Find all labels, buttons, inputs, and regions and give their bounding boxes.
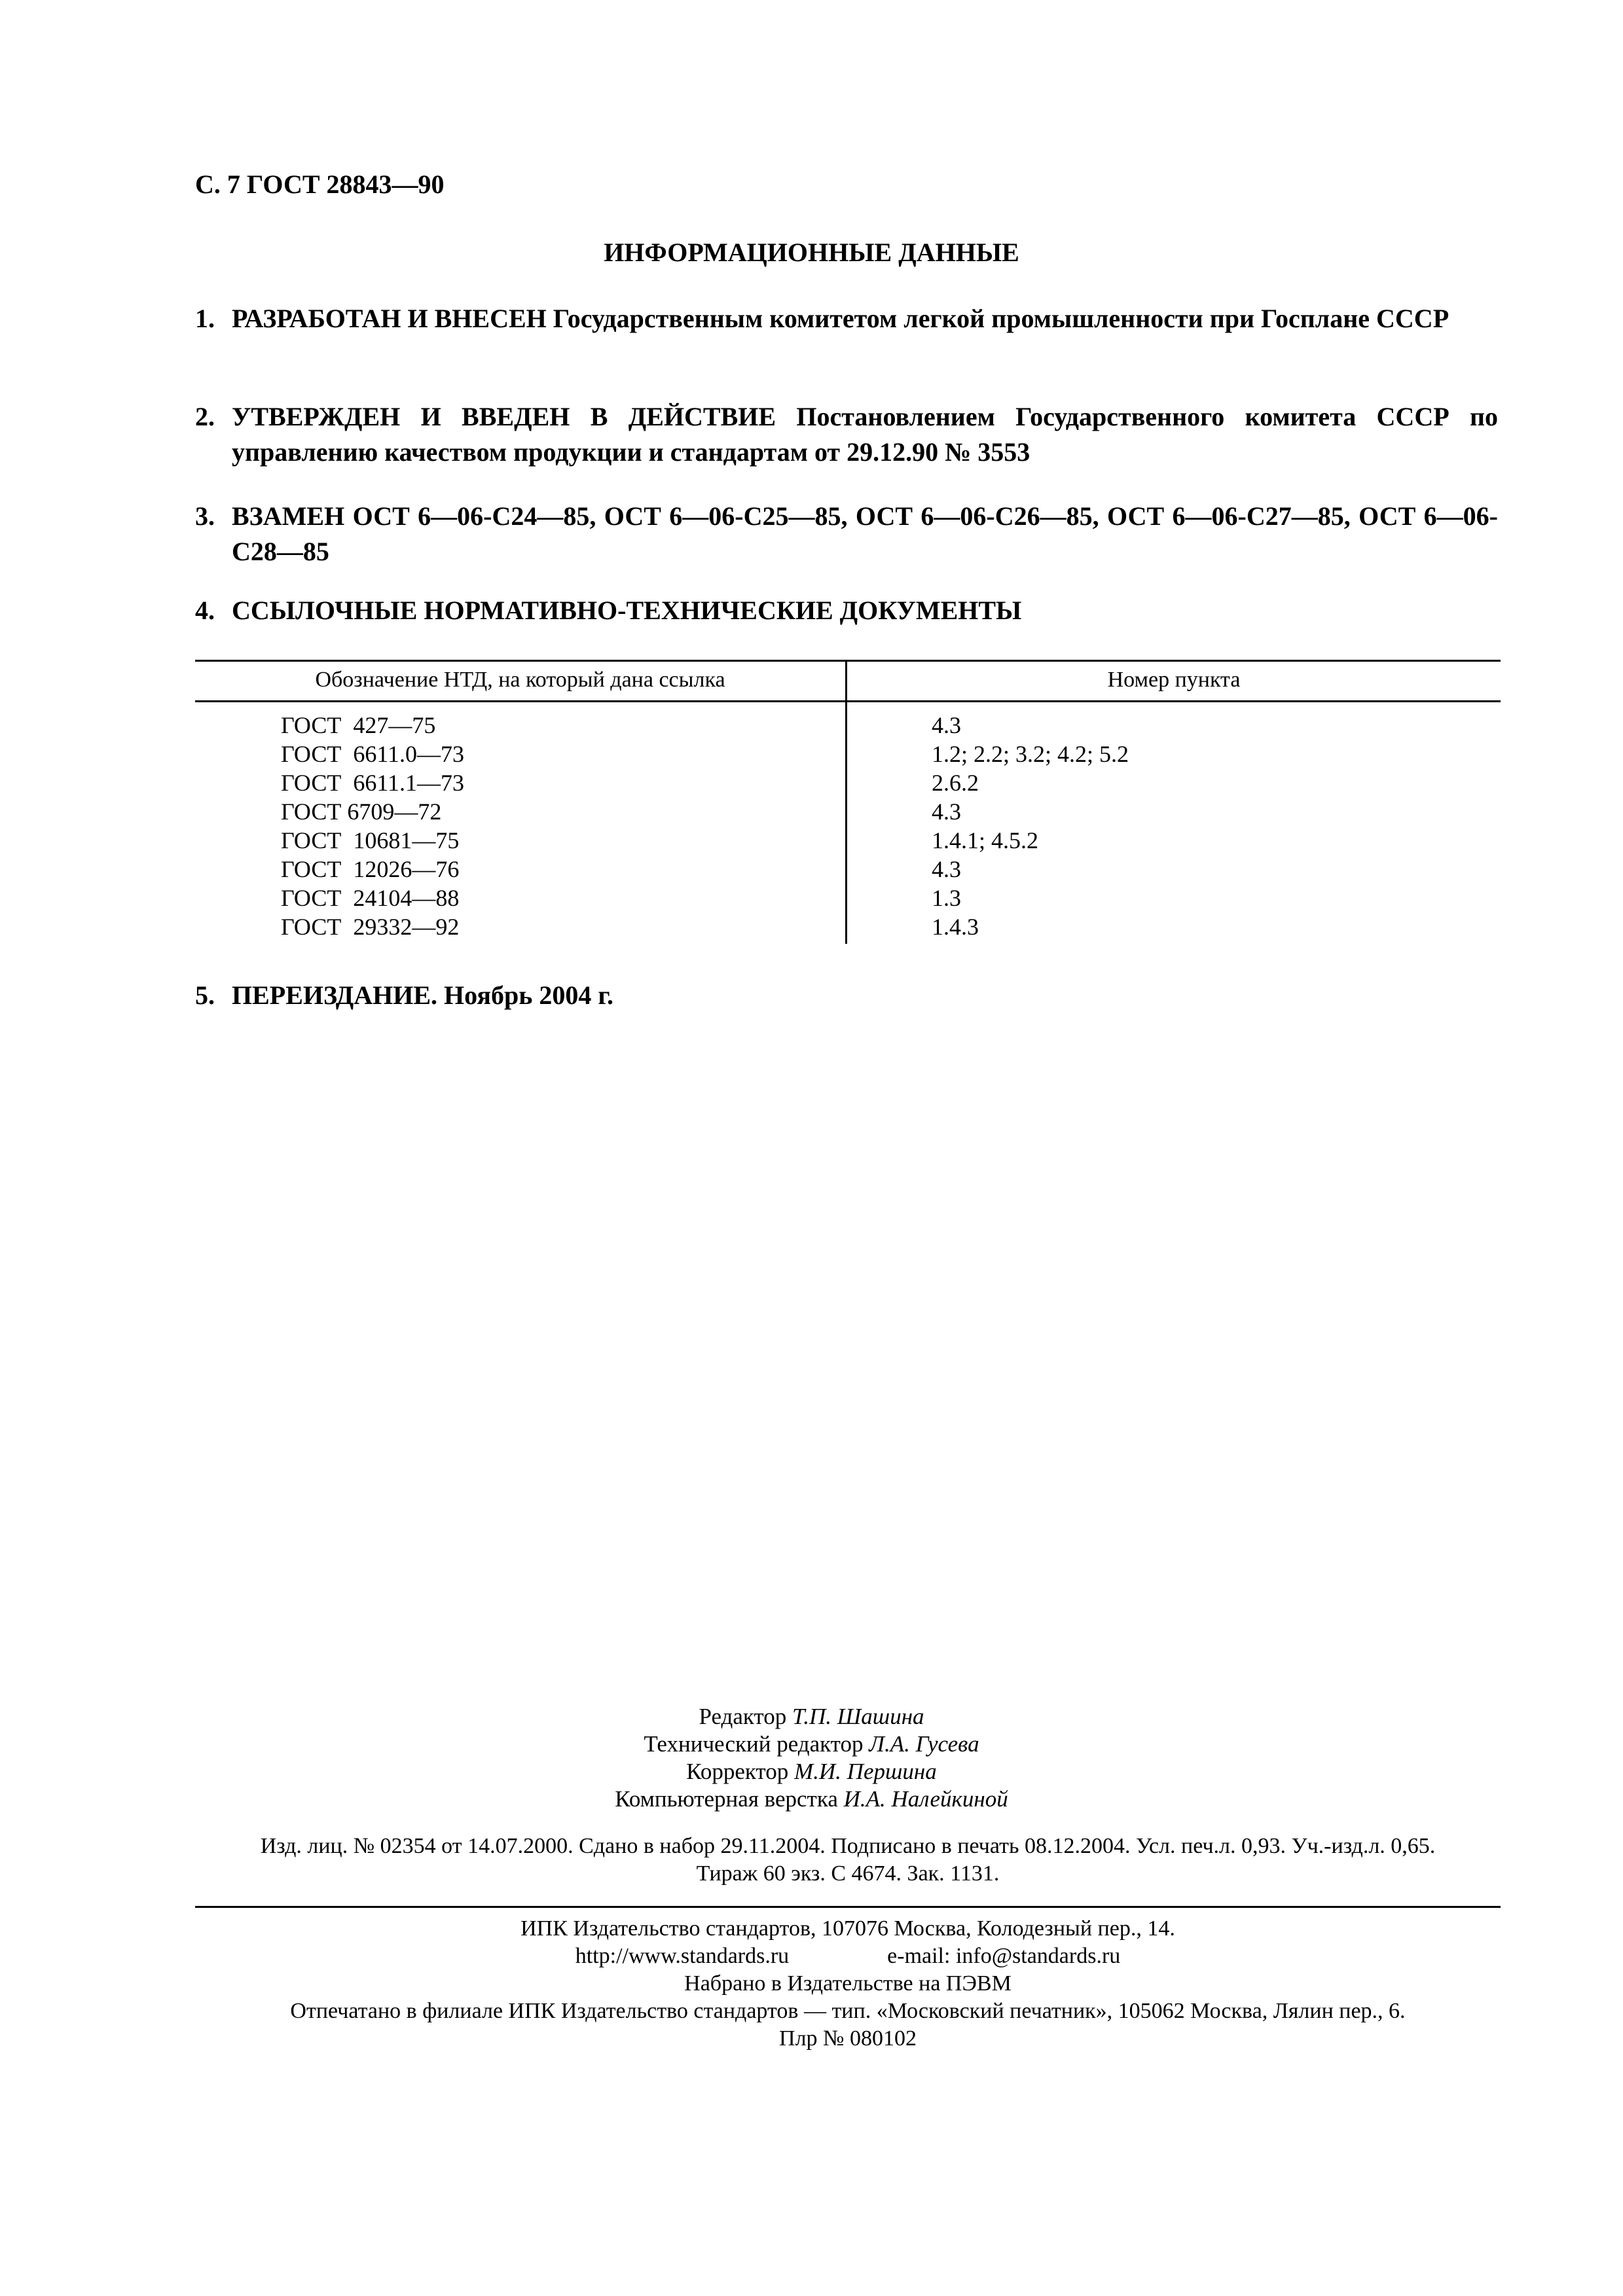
- website-link[interactable]: http://www.standards.ru: [575, 1944, 790, 1968]
- credit-line: [0, 1703, 1623, 1731]
- doc-cell: ГОСТ 6611.1—73: [281, 770, 465, 796]
- typeset-note: Набрано в Издательстве на ПЭВМ: [684, 1971, 1012, 1996]
- table-row: [195, 912, 1501, 941]
- doc-cell: ГОСТ 29332—92: [281, 914, 460, 940]
- clause-cell: 1.4.3: [932, 914, 979, 940]
- doc-cell: ГОСТ 427—75: [281, 712, 436, 738]
- table-row: [195, 884, 1501, 912]
- item-text: ВЗАМЕН ОСТ 6—06-С24—85, ОСТ 6—06-С25—85, ОСТ 6—06-С26—85, ОСТ 6—06-С27—85, ОСТ 6—06-С28—85: [232, 501, 1498, 566]
- page-title: ИНФОРМАЦИОННЫЕ ДАННЫЕ: [604, 238, 1019, 267]
- item-number: 3.: [195, 501, 215, 531]
- doc-cell: ГОСТ 12026—76: [281, 856, 460, 882]
- publisher-address: ИПК Издательство стандартов, 107076 Москва, Колодезный пер., 14.: [520, 1916, 1175, 1941]
- print-run-line: Тираж 60 экз. С 4674. Зак. 1131.: [696, 1861, 1000, 1886]
- item-approved: [195, 399, 1498, 470]
- item-text: Постановлением Государственного комитета СССР по управлению качеством продукции и стандартам от 29.12.90 № 3553: [232, 402, 1499, 467]
- credit-name: Л.А. Гусева: [869, 1731, 979, 1757]
- clause-cell: 4.3: [932, 798, 961, 825]
- table-row: [195, 797, 1501, 826]
- footer-rule: [195, 1906, 1501, 1908]
- item-reissue: [195, 978, 1498, 1013]
- doc-cell: ГОСТ 6611.0—73: [281, 741, 465, 767]
- contact-line: [195, 1943, 1501, 1970]
- table-top-rule: [195, 660, 1501, 662]
- item-lead: УТВЕРЖДЕН И ВВЕДЕН В ДЕЙСТВИЕ: [232, 402, 776, 431]
- credit-role: Компьютерная верстка: [615, 1786, 838, 1812]
- item-number: 2.: [195, 402, 215, 431]
- item-text: Государственным комитетом легкой промышленности при Госплане СССР: [553, 304, 1450, 333]
- printed-note: Отпечатано в филиале ИПК Издательство стандартов — тип. «Московский печатник», 105062 Москва, Лялин пер., 6.: [290, 1999, 1406, 2023]
- item-lead: РАЗРАБОТАН И ВНЕСЕН: [232, 304, 547, 333]
- item-text: ССЫЛОЧНЫЕ НОРМАТИВНО-ТЕХНИЧЕСКИЕ ДОКУМЕНТЫ: [232, 596, 1022, 625]
- item-references: [195, 593, 1498, 628]
- email-link[interactable]: e-mail: info@standards.ru: [887, 1944, 1121, 1968]
- item-number: 5.: [195, 980, 215, 1010]
- item-number: 1.: [195, 304, 215, 333]
- clause-cell: 1.3: [932, 885, 961, 911]
- credit-name: Т.П. Шашина: [792, 1704, 924, 1729]
- publication-line: Изд. лиц. № 02354 от 14.07.2000. Сдано в набор 29.11.2004. Подписано в печать 08.12.2004. Усл. печ.л. 0,93. Уч.-изд.л. 0,65.: [260, 1834, 1436, 1858]
- credit-line: [0, 1785, 1623, 1813]
- item-developed: [195, 301, 1498, 336]
- credit-role: Редактор: [699, 1704, 787, 1729]
- credit-role: Технический редактор: [644, 1731, 864, 1757]
- reference-table: [195, 660, 1501, 944]
- page-header: С. 7 ГОСТ 28843—90: [195, 170, 445, 199]
- item-number: 4.: [195, 596, 215, 625]
- table-row: [195, 826, 1501, 855]
- doc-cell: ГОСТ 24104—88: [281, 885, 460, 911]
- credit-role: Корректор: [686, 1759, 789, 1784]
- item-replaces: [195, 499, 1498, 569]
- credit-name: И.А. Налейкиной: [843, 1786, 1008, 1812]
- table-row: [195, 855, 1501, 884]
- clause-cell: 1.4.1; 4.5.2: [932, 827, 1039, 853]
- plr-number: Плр № 080102: [779, 2026, 917, 2051]
- credits-block: [0, 1703, 1623, 1813]
- credit-name: М.И. Першина: [793, 1759, 937, 1784]
- clause-cell: 4.3: [932, 856, 961, 882]
- table-row: [195, 711, 1501, 740]
- clause-cell: 1.2; 2.2; 3.2; 4.2; 5.2: [932, 741, 1129, 767]
- credit-line: [0, 1731, 1623, 1758]
- doc-cell: ГОСТ 6709—72: [281, 798, 442, 825]
- item-text: ПЕРЕИЗДАНИЕ. Ноябрь 2004 г.: [232, 980, 614, 1010]
- publication-info: [195, 1833, 1501, 1888]
- table-header-document: Обозначение НТД, на который дана ссылка: [315, 668, 725, 692]
- table-row: [195, 768, 1501, 797]
- doc-cell: ГОСТ 10681—75: [281, 827, 460, 853]
- footer: [195, 1915, 1501, 2053]
- table-header-rule: [195, 700, 1501, 702]
- table-header-clause: Номер пункта: [1107, 668, 1241, 692]
- table-row: [195, 740, 1501, 768]
- credit-line: [0, 1758, 1623, 1785]
- clause-cell: 4.3: [932, 712, 961, 738]
- clause-cell: 2.6.2: [932, 770, 979, 796]
